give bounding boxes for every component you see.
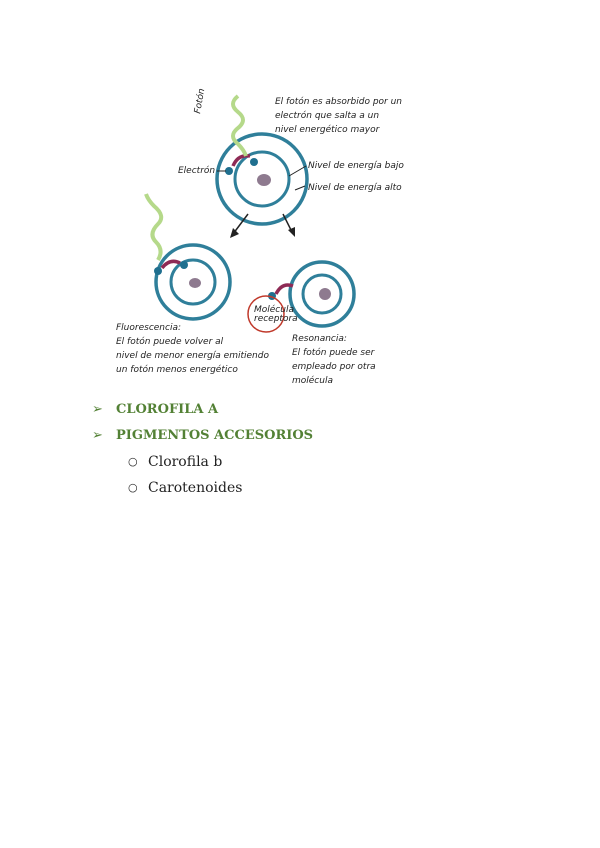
photosynthesis-energy-diagram bbox=[100, 82, 440, 387]
sublist-item-carotenoides bbox=[126, 478, 313, 504]
svg-text:molécula: molécula bbox=[292, 376, 333, 386]
high-level-label: Nivel de energía alto bbox=[308, 183, 402, 193]
sublist-item-label: Clorofila b bbox=[148, 454, 223, 470]
list-item-label: PIGMENTOS ACCESORIOS bbox=[116, 428, 314, 443]
electron-low bbox=[225, 167, 233, 175]
receptor-label-1: Molécula bbox=[254, 305, 294, 315]
photon-wave-in bbox=[233, 96, 246, 156]
list-item-label: CLOROFILA A bbox=[116, 402, 219, 417]
pigment-list bbox=[92, 400, 313, 504]
accessory-pigment-sublist bbox=[92, 452, 313, 504]
list-item-clorofila-a bbox=[92, 400, 313, 426]
svg-text:Fluorescencia:: Fluorescencia: bbox=[116, 323, 181, 333]
svg-text:El fotón es absorbido por un: El fotón es absorbido por un bbox=[275, 97, 403, 107]
svg-text:El fotón puede volver al: El fotón puede volver al bbox=[116, 337, 224, 347]
arrow-right-head bbox=[288, 227, 295, 237]
high-pointer bbox=[295, 186, 305, 190]
sublist-item-clorofila-b bbox=[126, 452, 313, 478]
arrow-bullet-icon: ➢ bbox=[92, 428, 103, 443]
arrow-left-head bbox=[230, 228, 239, 238]
svg-text:electrón que salta a un: electrón que salta a un bbox=[275, 111, 380, 121]
svg-text:nivel de menor energía emitien: nivel de menor energía emitiendo bbox=[116, 351, 269, 361]
resonance-atom bbox=[248, 262, 354, 332]
resonance-note bbox=[292, 334, 376, 386]
svg-text:nivel energético mayor: nivel energético mayor bbox=[275, 125, 380, 135]
sublist-container bbox=[92, 452, 313, 504]
photon-label: Fotón bbox=[193, 87, 208, 115]
svg-text:un fotón menos energético: un fotón menos energético bbox=[116, 365, 238, 375]
electron-label: Electrón bbox=[178, 166, 216, 176]
circle-bullet-icon: ○ bbox=[128, 455, 138, 468]
receptor-label-2: receptora bbox=[254, 314, 298, 324]
electron-high bbox=[250, 158, 258, 166]
list-item-pigmentos-accesorios bbox=[92, 426, 313, 452]
circle-bullet-icon: ○ bbox=[128, 481, 138, 494]
low-pointer bbox=[289, 166, 306, 176]
svg-text:Resonancia:: Resonancia: bbox=[292, 334, 347, 344]
photon-wave-out bbox=[146, 194, 161, 260]
svg-text:empleado por otra: empleado por otra bbox=[292, 362, 376, 372]
arrow-bullet-icon: ➢ bbox=[92, 402, 103, 417]
svg-text:El fotón puede ser: El fotón puede ser bbox=[292, 348, 375, 358]
absorption-note bbox=[275, 96, 402, 135]
fluorescence-atom bbox=[146, 194, 230, 319]
sublist-item-label: Carotenoides bbox=[148, 480, 243, 496]
nucleus bbox=[257, 174, 271, 186]
fluorescence-note bbox=[116, 323, 269, 375]
low-level-label: Nivel de energía bajo bbox=[308, 161, 404, 171]
